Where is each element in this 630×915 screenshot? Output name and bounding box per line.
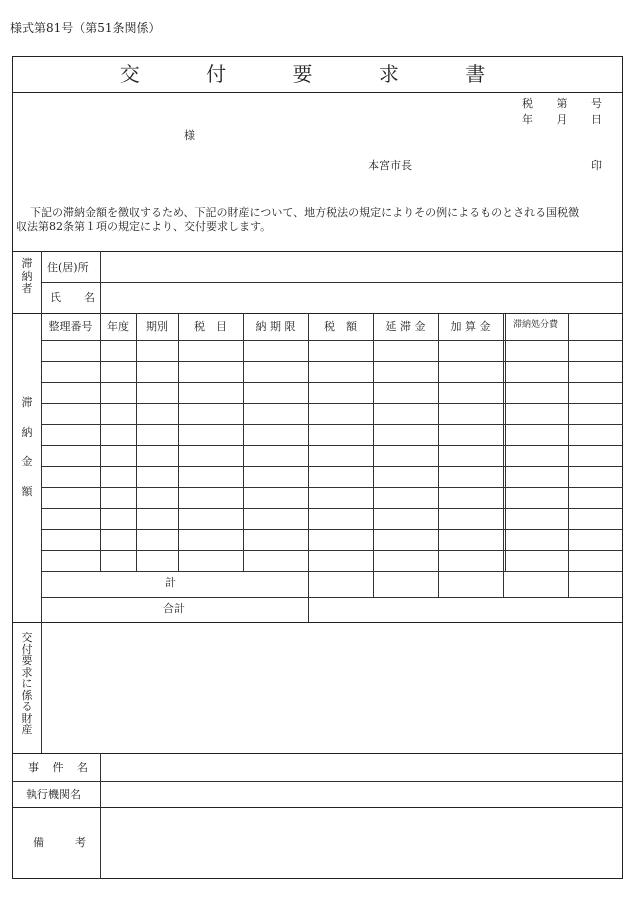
arrears-group-label: 滞納金額 bbox=[21, 396, 33, 499]
table-row-line bbox=[41, 508, 623, 509]
column-header: 税 目 bbox=[194, 320, 227, 333]
case-name-label: 事 件 名 bbox=[28, 761, 93, 774]
table-col-line bbox=[503, 313, 504, 571]
subtotal-col-line bbox=[438, 571, 439, 597]
table-row-line bbox=[41, 597, 623, 598]
property-divider bbox=[41, 622, 42, 753]
header-divider bbox=[12, 251, 623, 252]
agency-label: 執行機関名 bbox=[26, 788, 81, 801]
property-label: 交付要求に係る財産 bbox=[21, 631, 33, 737]
column-header: 加 算 金 bbox=[450, 320, 491, 333]
table-col-line bbox=[308, 313, 309, 571]
table-row-line bbox=[41, 550, 623, 551]
arrears-left-divider bbox=[41, 313, 42, 622]
taxpayer-row-divider bbox=[41, 282, 623, 283]
column-header: 滞納処分費 bbox=[512, 320, 558, 330]
date-label: 年 月 日 bbox=[522, 113, 612, 126]
column-header: 整理番号 bbox=[48, 320, 93, 333]
total-label: 合計 bbox=[163, 602, 185, 615]
column-header: 納 期 限 bbox=[255, 320, 296, 333]
subtotal-col-line bbox=[568, 571, 569, 597]
table-col-line bbox=[178, 313, 179, 571]
body-text-line-2: 収法第82条第１項の規定により、交付要求します。 bbox=[16, 220, 272, 233]
taxpayer-bottom bbox=[12, 313, 623, 314]
table-row-line bbox=[41, 487, 623, 488]
column-header: 税 額 bbox=[324, 320, 357, 333]
table-col-line bbox=[568, 313, 569, 571]
table-row-line bbox=[41, 382, 623, 383]
issuer-name: 本宮市長 bbox=[368, 159, 412, 172]
table-row-line bbox=[41, 403, 623, 404]
form-number: 様式第81号（第51条関係） bbox=[10, 21, 161, 35]
form-frame bbox=[12, 56, 623, 879]
address-label: 住(居)所 bbox=[47, 261, 89, 274]
case-divider bbox=[12, 781, 623, 782]
table-row-line bbox=[41, 445, 623, 446]
property-bottom bbox=[12, 753, 623, 754]
taxpayer-group-label: 滞納者 bbox=[21, 257, 33, 296]
title-divider bbox=[12, 92, 623, 93]
table-row-line bbox=[41, 466, 623, 467]
addressee-suffix: 様 bbox=[184, 129, 195, 142]
seal-mark: 印 bbox=[591, 159, 602, 172]
table-row-line bbox=[41, 424, 623, 425]
subtotal-col-line bbox=[308, 571, 309, 597]
remarks-label: 備 考 bbox=[33, 836, 96, 849]
agency-bottom bbox=[12, 807, 623, 808]
total-col-line bbox=[308, 597, 309, 622]
bottom-label-divider bbox=[100, 753, 101, 879]
table-col-line bbox=[100, 313, 101, 571]
name-label: 氏 名 bbox=[50, 291, 101, 304]
table-col-line bbox=[373, 313, 374, 571]
form-title: 交 付 要 求 書 bbox=[119, 62, 516, 86]
column-header: 延 滞 金 bbox=[385, 320, 426, 333]
subtotal-col-line bbox=[373, 571, 374, 597]
table-row-line bbox=[41, 529, 623, 530]
column-header: 年度 bbox=[107, 320, 129, 333]
body-text-line-1: 下記の滞納金額を徴収するため、下記の財産について、地方税法の規定によりその例によるものとされる国税徴 bbox=[30, 206, 580, 219]
table-row-line bbox=[41, 361, 623, 362]
table-row-line bbox=[41, 571, 623, 572]
tax-number-label: 税 第 号 bbox=[522, 97, 612, 110]
table-col-line bbox=[438, 313, 439, 571]
table-col-line bbox=[243, 313, 244, 571]
subtotal-col-line bbox=[503, 571, 504, 597]
arrears-bottom bbox=[12, 622, 623, 623]
table-row-line bbox=[41, 340, 623, 341]
column-header: 期別 bbox=[146, 320, 168, 333]
table-col-line bbox=[505, 313, 506, 571]
subtotal-label: 計 bbox=[165, 576, 176, 589]
table-col-line bbox=[136, 313, 137, 571]
